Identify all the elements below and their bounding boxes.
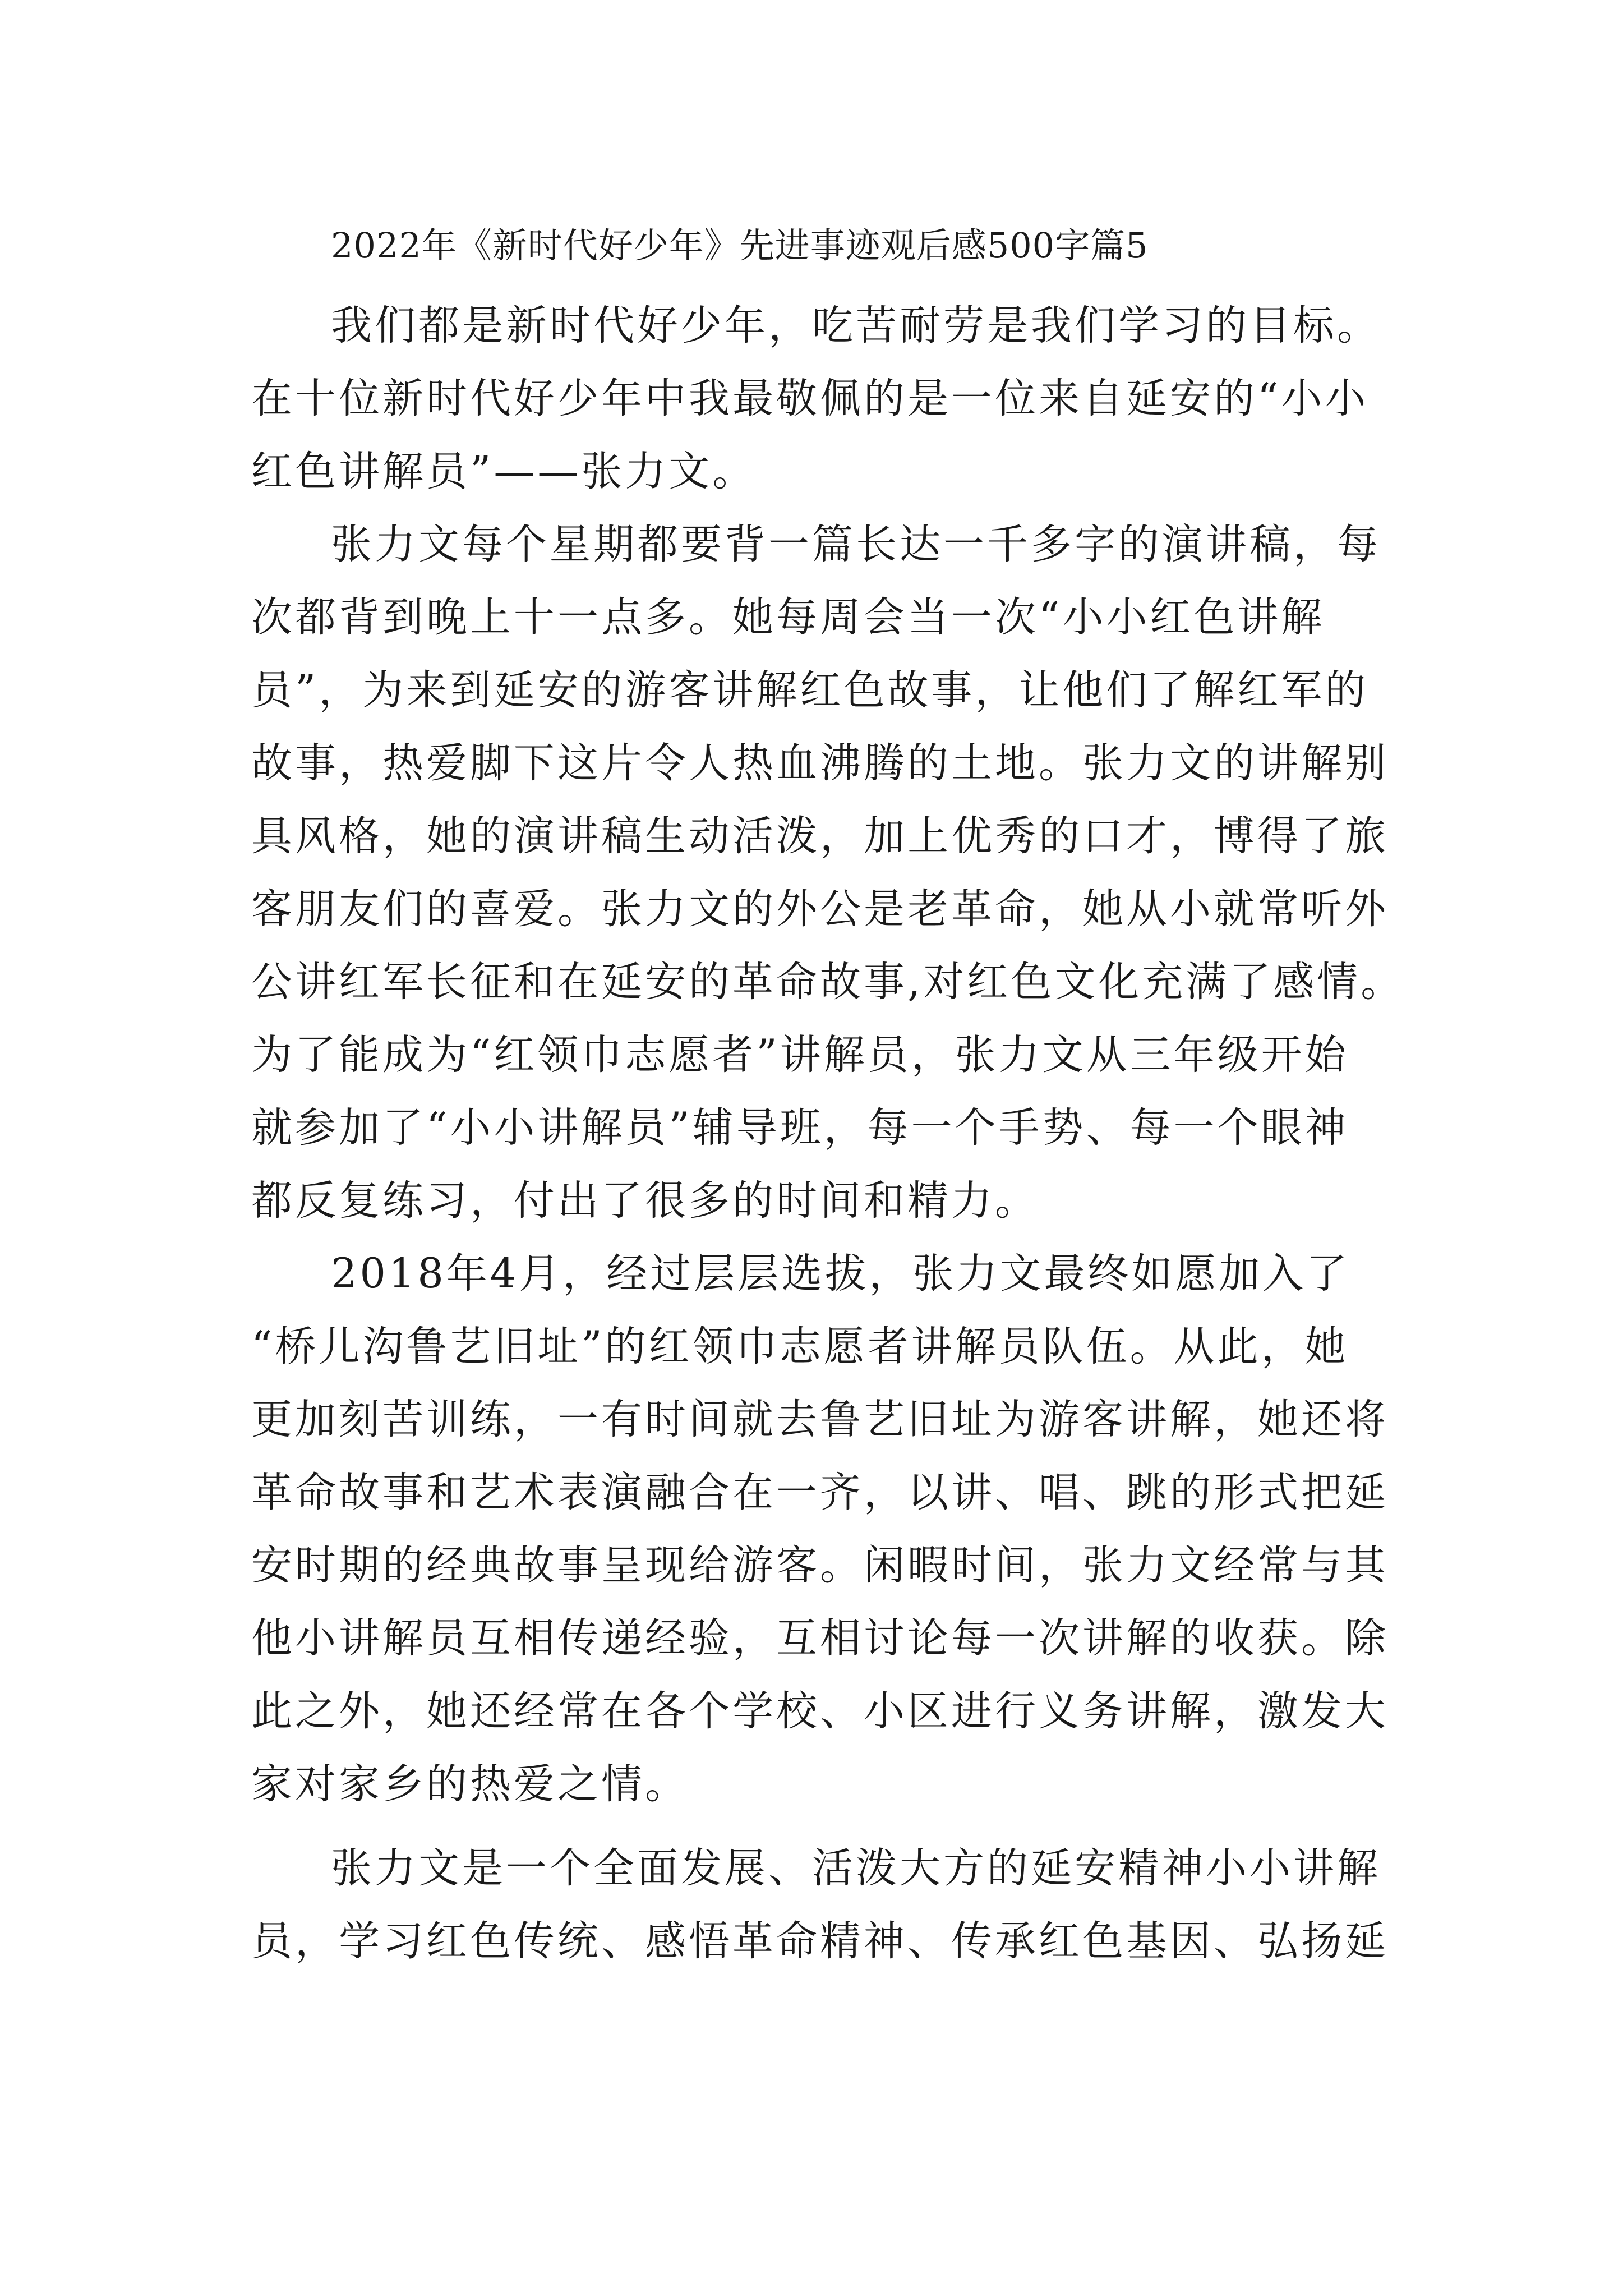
paragraph-line: “桥儿沟鲁艺旧址”的红领巾志愿者讲解员队伍。从此，她	[251, 1323, 1349, 1370]
paragraph-line: 他小讲解员互相传递经验，互相讨论每一次讲解的收获。除	[251, 1614, 1389, 1662]
paragraph-line: 革命故事和艺术表演融合在一齐，以讲、唱、跳的形式把延	[251, 1469, 1389, 1516]
document-title: 2022年《新时代好少年》先进事迹观后感500字篇5	[331, 225, 1149, 266]
paragraph-line: 2018年4月，经过层层选拔，张力文最终如愿加入了	[331, 1250, 1350, 1297]
paragraph-line: 安时期的经典故事呈现给游客。闲暇时间，张力文经常与其	[251, 1542, 1389, 1589]
paragraph-line: 员”，为来到延安的游客讲解红色故事，让他们了解红军的	[251, 666, 1369, 714]
paragraph-line: 客朋友们的喜爱。张力文的外公是老革命，她从小就常听外	[251, 885, 1389, 933]
paragraph-line: 我们都是新时代好少年，吃苦耐劳是我们学习的目标。	[331, 302, 1381, 349]
paragraph-line: 此之外，她还经常在各个学校、小区进行义务讲解，激发大	[251, 1687, 1389, 1735]
paragraph-line: 员，学习红色传统、感悟革命精神、传承红色基因、弘扬延	[251, 1917, 1389, 1965]
paragraph-line: 公讲红军长征和在延安的革命故事,对红色文化充满了感情。	[251, 958, 1405, 1006]
paragraph-line: 就参加了“小小讲解员”辅导班，每一个手势、每一个眼神	[251, 1104, 1349, 1152]
paragraph-line: 红色讲解员”——张力文。	[251, 448, 757, 495]
paragraph-line: 次都背到晚上十一点多。她每周会当一次“小小红色讲解	[251, 593, 1325, 641]
paragraph-line: 在十位新时代好少年中我最敬佩的是一位来自延安的“小小	[251, 375, 1369, 422]
paragraph-line: 更加刻苦训练，一有时间就去鲁艺旧址为游客讲解，她还将	[251, 1396, 1389, 1443]
paragraph-line: 张力文每个星期都要背一篇长达一千多字的演讲稿，每	[331, 521, 1381, 568]
paragraph-line: 张力文是一个全面发展、活泼大方的延安精神小小讲解	[331, 1844, 1381, 1892]
paragraph-line: 都反复练习，付出了很多的时间和精力。	[251, 1177, 1039, 1225]
paragraph-line: 为了能成为“红领巾志愿者”讲解员，张力文从三年级开始	[251, 1031, 1349, 1079]
paragraph-line: 具风格，她的演讲稿生动活泼，加上优秀的口才，博得了旅	[251, 812, 1389, 860]
paragraph-line: 故事，热爱脚下这片令人热血沸腾的土地。张力文的讲解别	[251, 739, 1389, 787]
paragraph-line: 家对家乡的热爱之情。	[251, 1760, 689, 1808]
